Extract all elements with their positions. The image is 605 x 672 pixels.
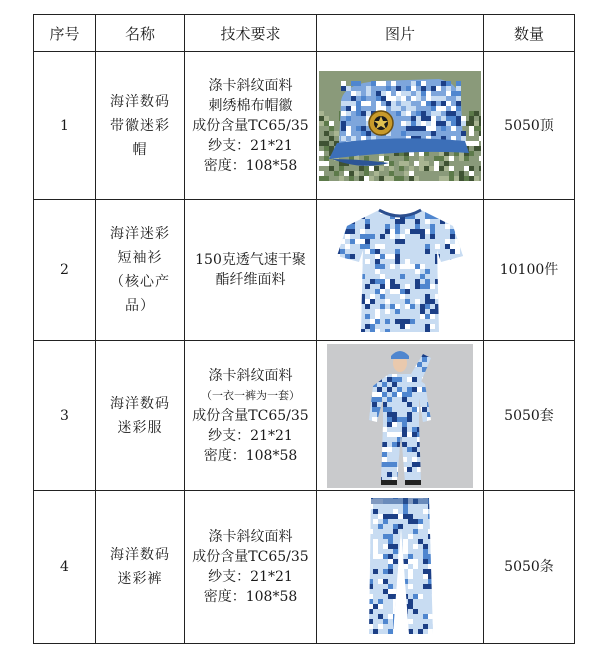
spec-line: 刺绣棉布帽徽 — [208, 97, 293, 114]
header-index: 序号 — [34, 15, 96, 52]
name-line: 海洋数码 — [110, 93, 170, 110]
spec-line: 纱支：21*21 — [208, 137, 293, 154]
row-picture — [317, 200, 484, 341]
spec-line: （一衣一裤为一套） — [201, 388, 300, 402]
row-picture — [317, 491, 484, 644]
camouflage-trousers-image — [363, 494, 437, 640]
row-picture — [317, 52, 484, 200]
spec-line: 纱支：21*21 — [208, 427, 293, 444]
spec-line: 成份含量TC65/35 — [192, 549, 309, 565]
spec-line: 成份含量TC65/35 — [192, 407, 309, 424]
spec-line: 150克透气速干聚 — [195, 252, 306, 268]
name-line: 迷彩服 — [117, 419, 163, 436]
camouflage-uniform-image — [327, 344, 473, 488]
name-line: 帽 — [132, 141, 148, 158]
row-name — [96, 491, 185, 644]
spec-line: 涤卡斜纹面料 — [208, 367, 293, 384]
name-line: 带徽迷彩 — [110, 117, 170, 134]
row-name — [96, 52, 185, 200]
spec-line: 成份含量TC65/35 — [192, 117, 309, 134]
name-line: （核心产 — [110, 274, 170, 290]
header-name: 名称 — [96, 15, 185, 52]
row-spec — [185, 491, 317, 644]
spec-line: 密度：108*58 — [203, 447, 298, 464]
row-quantity: 5050条 — [484, 491, 575, 644]
row-index: 4 — [34, 491, 96, 644]
row-index: 2 — [34, 200, 96, 341]
table-row — [34, 491, 575, 644]
row-spec — [185, 52, 317, 200]
table-row — [34, 200, 575, 341]
table-row — [34, 52, 575, 200]
document-page — [33, 14, 575, 644]
row-name — [96, 341, 185, 491]
header-picture: 图片 — [317, 15, 484, 52]
name-line: 品） — [125, 298, 155, 314]
row-name — [96, 200, 185, 341]
row-index: 3 — [34, 341, 96, 491]
table-header-row — [34, 15, 575, 52]
name-line: 海洋数码 — [110, 395, 170, 412]
header-spec: 技术要求 — [185, 15, 317, 52]
row-spec — [185, 200, 317, 341]
name-line: 海洋迷彩 — [110, 226, 170, 242]
row-spec — [185, 341, 317, 491]
spec-line: 纱支：21*21 — [208, 569, 293, 585]
header-quantity: 数量 — [484, 15, 575, 52]
camouflage-tshirt-image — [335, 204, 465, 336]
spec-line: 酯纤维面料 — [215, 272, 286, 288]
row-index: 1 — [34, 52, 96, 200]
row-picture — [317, 341, 484, 491]
spec-line: 密度：108*58 — [203, 589, 298, 605]
name-line: 海洋数码 — [110, 547, 170, 563]
spec-line: 涤卡斜纹面料 — [208, 529, 293, 545]
row-quantity: 5050套 — [484, 341, 575, 491]
spec-line: 涤卡斜纹面料 — [208, 77, 293, 94]
row-quantity: 5050顶 — [484, 52, 575, 200]
product-spec-table — [33, 14, 575, 644]
name-line: 迷彩裤 — [117, 571, 163, 587]
camouflage-cap-image — [319, 71, 481, 181]
spec-line: 密度：108*58 — [203, 157, 298, 174]
table-row — [34, 341, 575, 491]
name-line: 短袖衫 — [117, 250, 163, 266]
row-quantity: 10100件 — [484, 200, 575, 341]
